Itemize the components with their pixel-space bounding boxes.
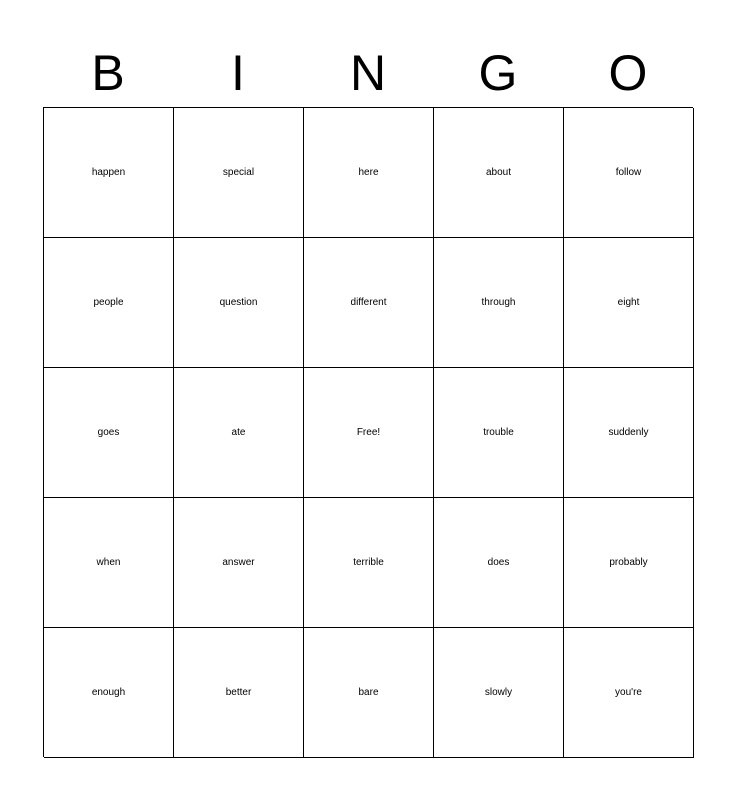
bingo-cell-r5-c3[interactable]: bare [304,628,434,758]
bingo-cell-free[interactable]: Free! [304,368,434,498]
bingo-cell-r3-c4[interactable]: trouble [434,368,564,498]
header-letter-n: N [349,45,387,101]
bingo-cell-r2-c3[interactable]: different [304,238,434,368]
bingo-cell-r4-c3[interactable]: terrible [304,498,434,628]
bingo-cell-r5-c1[interactable]: enough [44,628,174,758]
bingo-cell-r5-c4[interactable]: slowly [434,628,564,758]
header-letter-i: I [231,45,245,101]
bingo-cell-r1-c1[interactable]: happen [44,108,174,238]
bingo-card [43,107,693,757]
bingo-cell-r2-c2[interactable]: question [174,238,304,368]
bingo-cell-r3-c5[interactable]: suddenly [564,368,694,498]
bingo-cell-r5-c5[interactable]: you're [564,628,694,758]
bingo-cell-r1-c2[interactable]: special [174,108,304,238]
bingo-cell-r1-c3[interactable]: here [304,108,434,238]
bingo-cell-r4-c1[interactable]: when [44,498,174,628]
bingo-cell-r1-c5[interactable]: follow [564,108,694,238]
bingo-cell-r1-c4[interactable]: about [434,108,564,238]
bingo-cell-r4-c4[interactable]: does [434,498,564,628]
bingo-cell-r5-c2[interactable]: better [174,628,304,758]
bingo-cell-r2-c4[interactable]: through [434,238,564,368]
header-letter-o: O [608,45,648,101]
bingo-cell-r2-c5[interactable]: eight [564,238,694,368]
bingo-cell-r2-c1[interactable]: people [44,238,174,368]
header-letter-b: B [91,45,125,101]
bingo-cell-r4-c5[interactable]: probably [564,498,694,628]
bingo-cell-r3-c2[interactable]: ate [174,368,304,498]
header-letter-g: G [478,45,518,101]
bingo-header [43,40,693,106]
bingo-cell-r4-c2[interactable]: answer [174,498,304,628]
bingo-cell-r3-c1[interactable]: goes [44,368,174,498]
